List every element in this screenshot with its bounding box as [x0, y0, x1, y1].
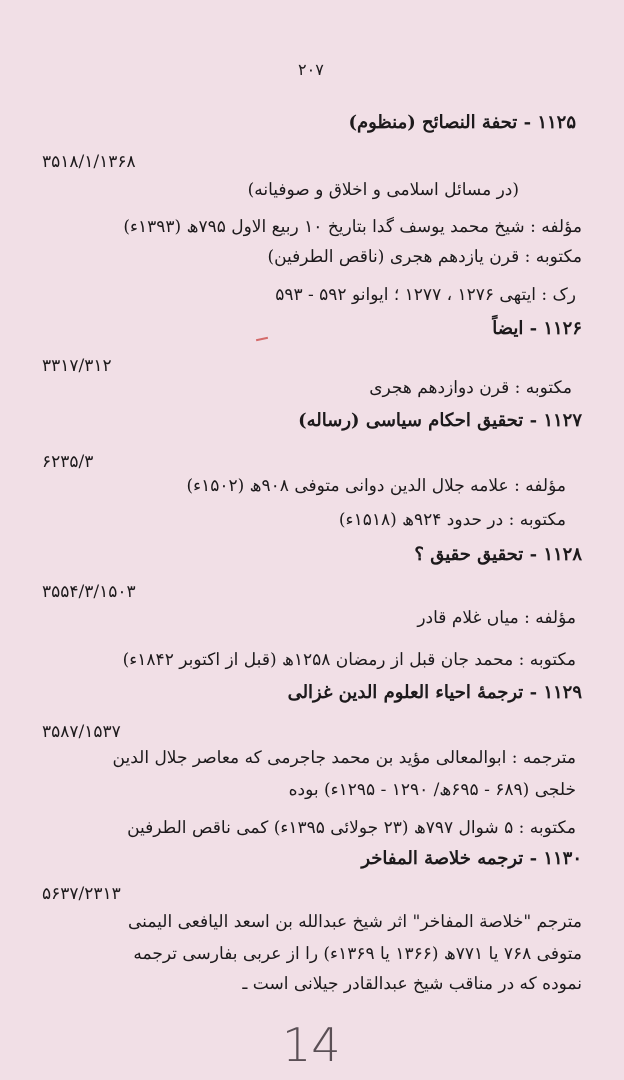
entry-1125-see-also: رک : ایتهی ۱۲۷۶ ، ۱۲۷۷ ؛ ایوانو ۵۹۲ - ۵۹۳: [275, 285, 576, 305]
entry-1129-title: ۱۱۲۹ - ترجمهٔ احیاء العلوم الدین غزالی: [287, 682, 582, 703]
entry-1125-reference: ۳۵۱۸/۱/۱۳۶۸: [42, 152, 136, 172]
entry-1128-title: ۱۱۲۸ - تحقیق حقیق ؟: [414, 544, 582, 565]
page-number: ۲۰۷: [298, 60, 324, 79]
entry-1125-copy: مکتوبه : قرن یازدهم هجری (ناقص الطرفین): [267, 247, 582, 267]
entry-1129-translator-line-2: خلجی (۶۸۹ - ۶۹۵ھ/ ۱۲۹۰ - ۱۲۹۵ء) بوده: [288, 780, 576, 800]
entry-1126-title: ۱۱۲۶ - ایضاً: [492, 318, 582, 339]
entry-1128-copy: مکتوبه : محمد جان قبل از رمضان ۱۲۵۸ھ (قبل از اکتوبر ۱۸۴۲ء): [122, 650, 576, 670]
red-pen-mark: [256, 337, 268, 341]
entry-1126-reference: ۳۳۱۷/۳۱۲: [42, 356, 112, 376]
entry-1127-author: مؤلفه : علامه جلال الدین دوانی متوفی ۹۰۸ھ (۱۵۰۲ء): [186, 476, 566, 496]
entry-1129-translator-line-1: مترجمه : ابوالمعالی مؤید بن محمد جاجرمی که معاصر جلال الدین: [112, 748, 576, 768]
entry-1127-copy: مکتوبه : در حدود ۹۲۴ھ (۱۵۱۸ء): [338, 510, 566, 530]
entry-1128-author: مؤلفه : میاں غلام قادر: [417, 608, 576, 628]
entry-1130-paragraph-line-3: نموده که در مناقب شیخ عبدالقادر جیلانی است ـ: [242, 974, 582, 994]
entry-1130-reference: ۵۶۳۷/۲۳۱۳: [42, 884, 121, 904]
entry-1127-reference: ۶۲۳۵/۳: [42, 452, 94, 472]
entry-1127-title: ۱۱۲۷ - تحقیق احکام سیاسی (رساله): [298, 410, 582, 431]
entry-1129-copy: مکتوبه : ۵ شوال ۷۹۷ھ (۲۳ جولائی ۱۳۹۵ء) کمی ناقص الطرفین: [127, 818, 576, 838]
entry-1130-paragraph-line-2: متوفی ۷۶۸ یا ۷۷۱ھ (۱۳۶۶ یا ۱۳۶۹ء) را از عربی بفارسی ترجمه: [133, 944, 582, 964]
entry-1128-reference: ۳۵۵۴/۳/۱۵۰۳: [42, 582, 136, 602]
handwritten-folio-number: 14: [282, 1018, 341, 1072]
entry-1125-title: ۱۱۲۵ - تحفة النصائح (منظوم): [348, 112, 576, 133]
entry-1129-reference: ۳۵۸۷/۱۵۳۷: [42, 722, 121, 742]
entry-1125-author: مؤلفه : شیخ محمد یوسف گدا بتاریخ ۱۰ ربیع الاول ۷۹۵ھ (۱۳۹۳ء): [123, 217, 582, 237]
entry-1130-title: ۱۱۳۰ - ترجمه خلاصة المفاخر: [361, 848, 582, 869]
entry-1125-subject: (در مسائل اسلامی و اخلاق و صوفیانه): [247, 180, 519, 200]
entry-1130-paragraph-line-1: مترجم "خلاصة المفاخر" اثر شیخ عبدالله بن اسعد الیافعی الیمنی: [128, 912, 582, 932]
entry-1126-copy: مکتوبه : قرن دوازدهم هجری: [369, 378, 572, 398]
